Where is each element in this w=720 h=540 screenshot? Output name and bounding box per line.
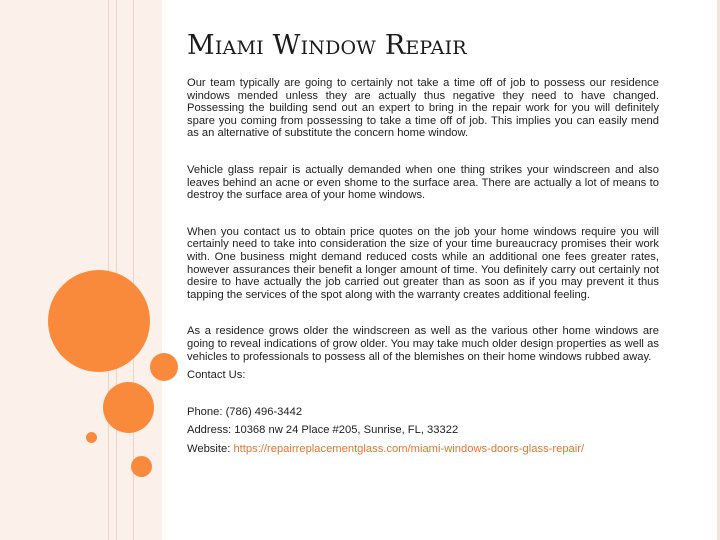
- decorative-circle-small: [131, 456, 152, 477]
- paragraph-2: Vehicle glass repair is actually demanded when one thing strikes your windscreen and also leaves behind an acne or even shome to the surface area. There are actually a lot of means to destroy the surface area of your home windows.: [187, 163, 659, 202]
- decorative-line: [116, 0, 117, 540]
- contact-phone: Phone: (786) 496-3442: [187, 405, 303, 418]
- paragraph-4: As a residence grows older the windscreen as well as the various other home windows are going to reveal indications of grow older. You may take much older design properties as well as vehicles to professionals to possess all of the blemishes on their home windows rubbed away.: [187, 325, 659, 363]
- decorative-circle-large: [48, 270, 150, 372]
- page-title: Miami Window Repair: [187, 30, 467, 61]
- slide-content: [187, 30, 659, 455]
- decorative-circle-medium: [103, 382, 154, 433]
- contact-address: Address: 10368 nw 24 Place #205, Sunrise, FL, 33322: [187, 424, 459, 437]
- decorative-circle-tiny: [86, 432, 97, 443]
- website-link[interactable]: https://repairreplacementglass.com/miami-windows-doors-glass-repair/: [233, 442, 585, 455]
- paragraph-1: Our team typically are going to certainly not take a time off of job to possess our residence windows mended unless they are actually thus negative they need to have changed. Possessing the building send out an expert to bring in the repair work for you will definitely spare you coming from possessing to take a time off of job. This implies you can easily mend as an alternative of substitute the concern home window.: [187, 77, 659, 140]
- website-label: Website:: [187, 442, 231, 455]
- contact-heading: Contact Us:: [187, 369, 246, 382]
- decorative-circle-small: [150, 353, 178, 381]
- contact-website: [187, 443, 659, 456]
- paragraph-3: When you contact us to obtain price quotes on the job your home windows require you will certainly need to take into consideration the size of your time bureaucracy promises their work with. One business might demand reduced costs while an additional one fees greater rates, however assurances their benefit a longer amount of time. You definitely carry out certainly not desire to have actually the job carried out greater than as soon as if you may prevent it thus tapping the services of the spot along with the warranty creates additional feeling.: [187, 225, 659, 301]
